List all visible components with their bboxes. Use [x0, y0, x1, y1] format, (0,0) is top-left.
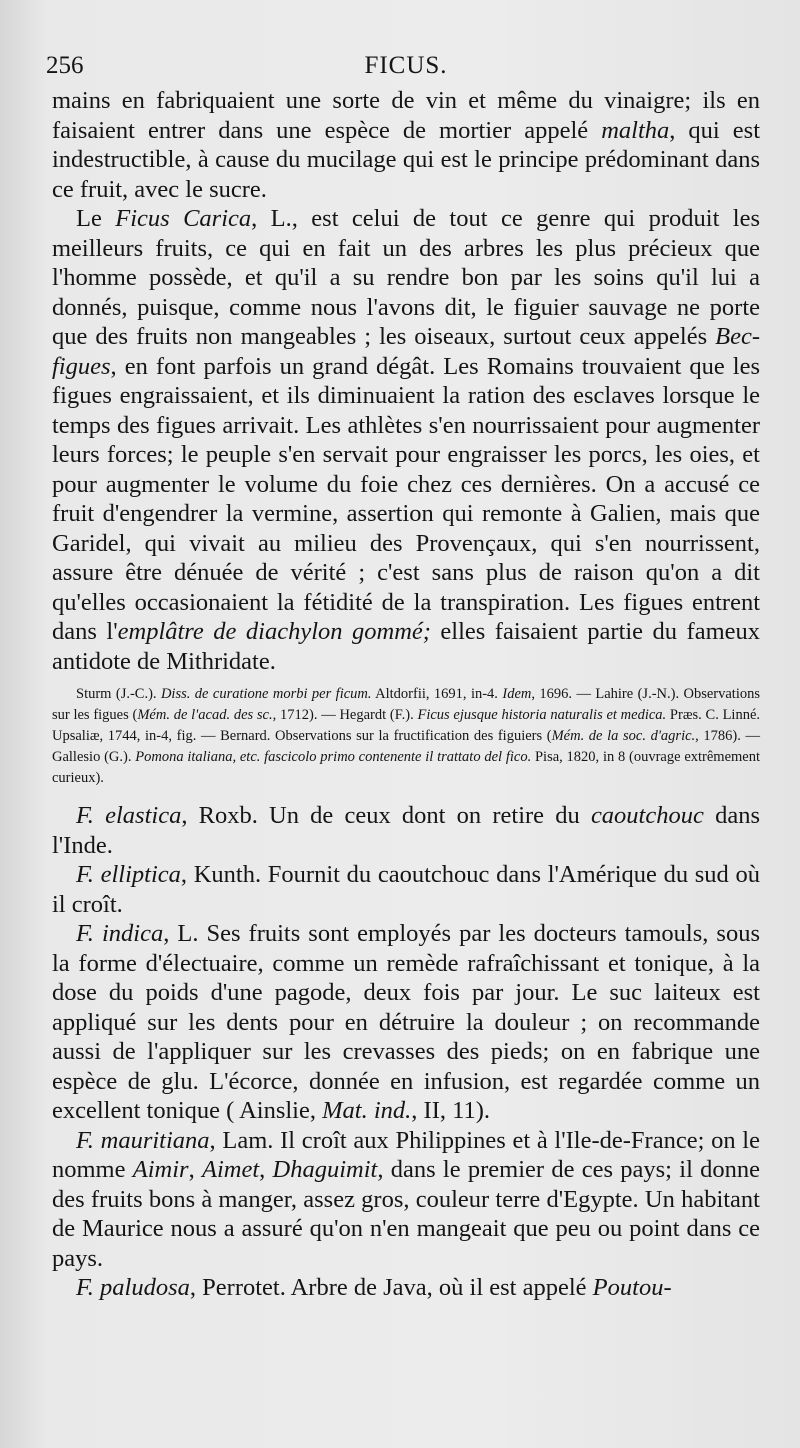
body-text: [52, 86, 760, 1303]
text-segment: , 1696. — Lahire (J.-N.). Observations sur les figues (: [52, 686, 761, 723]
text-segment: ,: [259, 1156, 273, 1183]
italic-text-segment: Dhaguimit: [272, 1156, 378, 1183]
italic-text-segment: Pomona italiana, etc. fascicolo primo contenente il trattato del fico.: [135, 749, 532, 765]
italic-text-segment: Mat. ind.: [322, 1097, 412, 1124]
text-segment: Pisa, 1820, in 8 (ouvrage extrêmement curieux).: [52, 749, 760, 786]
text-segment: Le: [76, 205, 116, 232]
text-segment: , Kunth. Fournit du caoutchouc dans l'Amérique du sud où il croît.: [52, 861, 760, 918]
paragraph-continuation: [52, 86, 760, 204]
italic-text-segment: Mém. de la soc. d'agric.: [551, 728, 696, 744]
text-segment: , II, 11).: [411, 1097, 490, 1124]
paragraph-ficus-elastica: [52, 801, 760, 860]
text-segment: , en font parfois un grand dégât. Les Romains trouvaient que les figues engraissaient, et ils diminuaient la ration des esclaves lorsque le temps des figues arrivait. Les athlètes s'en nourrissaient pour augmenter leurs forces; le peuple s'en servait pour engraisser les porcs, les oies, et pour augmenter le volume du foie chez ces dernières. On a accusé ce fruit d'engendrer la vermine, assertion qui remonte à Galien, mais que Garidel, qui vivait au milieu des Provençaux, qui s'en nourrissent, assure être dénuée de vérité ; c'est sans plus de raison qu'on a dit qu'elles occasionaient la fétidité de la transpiration. Les figues entrent dans l': [52, 352, 760, 645]
italic-text-segment: Aimet: [201, 1156, 260, 1183]
paragraph-ficus-elliptica: [52, 860, 760, 919]
text-segment: Sturm (J.-C.).: [76, 686, 161, 702]
italic-text-segment: Poutou-: [592, 1274, 672, 1301]
paragraph-ficus-mauritiana: [52, 1126, 760, 1274]
text-segment: , dans le premier de ces pays; il donne des fruits bons à manger, assez gros, couleur terre d'Egypte. Un habitant de Maurice nous a assuré qu'on n'en mangeait que peu ou point dans ce pays.: [52, 1156, 761, 1272]
page-header: [46, 52, 760, 86]
text-segment: mains en fabriquaient une sorte de vin et même du vinaigre; ils en faisaient entrer dans une espèce de mortier appelé: [52, 87, 760, 144]
italic-text-segment: F. indica: [76, 920, 164, 947]
italic-text-segment: emplâtre de diachylon gommé;: [117, 618, 431, 645]
paragraph-ficus-carica: [52, 204, 760, 676]
italic-text-segment: F. elliptica: [76, 861, 181, 888]
italic-text-segment: maltha: [601, 116, 670, 144]
text-segment: , 1786). — Gallesio (G.).: [52, 728, 760, 765]
italic-text-segment: Bec-figues: [52, 323, 760, 380]
italic-text-segment: Ficus Carica: [115, 205, 252, 232]
text-segment: , qui est indestructible, à cause du mucilage qui est le principe prédominant dans ce fruit, avec le sucre.: [52, 116, 761, 203]
italic-text-segment: Aimir: [132, 1156, 189, 1183]
italic-text-segment: F. paludosa: [76, 1274, 190, 1301]
text-segment: dans l'Inde.: [52, 802, 760, 859]
text-segment: elles faisaient partie du fameux antidote de Mithridate.: [52, 618, 760, 675]
italic-text-segment: Diss. de curatione morbi per ficum.: [160, 686, 372, 702]
bibliography-note: [52, 684, 760, 789]
paragraph-ficus-paludosa: [52, 1273, 760, 1303]
paragraph-ficus-indica: [52, 919, 760, 1126]
text-segment: Altdorfii, 1691, in-4.: [371, 686, 503, 702]
text-segment: , Lam. Il croît aux Philippines et à l'Ile-de-France; on le nomme: [52, 1126, 760, 1183]
page-number: 256: [46, 52, 84, 79]
italic-text-segment: F. elastica: [76, 802, 182, 829]
text-segment: Præs. C. Linné. Upsaliæ, 1744, in-4, fig. — Bernard. Observations sur la fructification des figuiers (: [52, 707, 761, 744]
text-segment: , Roxb. Un de ceux dont on retire du: [181, 802, 591, 829]
italic-text-segment: Ficus ejusque historia naturalis et medica.: [417, 707, 667, 723]
running-head: FICUS.: [364, 52, 448, 79]
text-segment: ,: [188, 1156, 202, 1183]
text-segment: , Perrotet. Arbre de Java, où il est appelé: [189, 1274, 593, 1301]
italic-text-segment: Idem: [502, 686, 532, 702]
text-segment: , L. Ses fruits sont employés par les docteurs tamouls, sous la forme d'électuaire, comme un remède rafraîchissant et tonique, à la dose du poids d'une pagode, deux fois par jour. Le suc laiteux est appliqué sur les dents pour en détruire la douleur ; on recommande aussi de l'appliquer sur les crevasses des pieds; on en fabrique une espèce de glu. L'écorce, donnée en infusion, est regardée comme un excellent tonique ( Ainslie,: [52, 920, 760, 1124]
text-segment: , L., est celui de tout ce genre qui produit les meilleurs fruits, ce qui en fait un des arbres les plus précieux que l'homme possède, et qu'il a su rendre bon par les soins qu'il lui a donnés, puisque, comme nous l'avons dit, le figuier sauvage ne porte que des fruits non mangeables ; les oiseaux, surtout ceux appelés: [52, 205, 760, 350]
italic-text-segment: caoutchouc: [590, 802, 704, 829]
italic-text-segment: F. mauritiana: [76, 1126, 210, 1154]
text-segment: , 1712). — Hegardt (F.).: [272, 707, 418, 723]
italic-text-segment: Mém. de l'acad. des sc.: [137, 707, 273, 723]
